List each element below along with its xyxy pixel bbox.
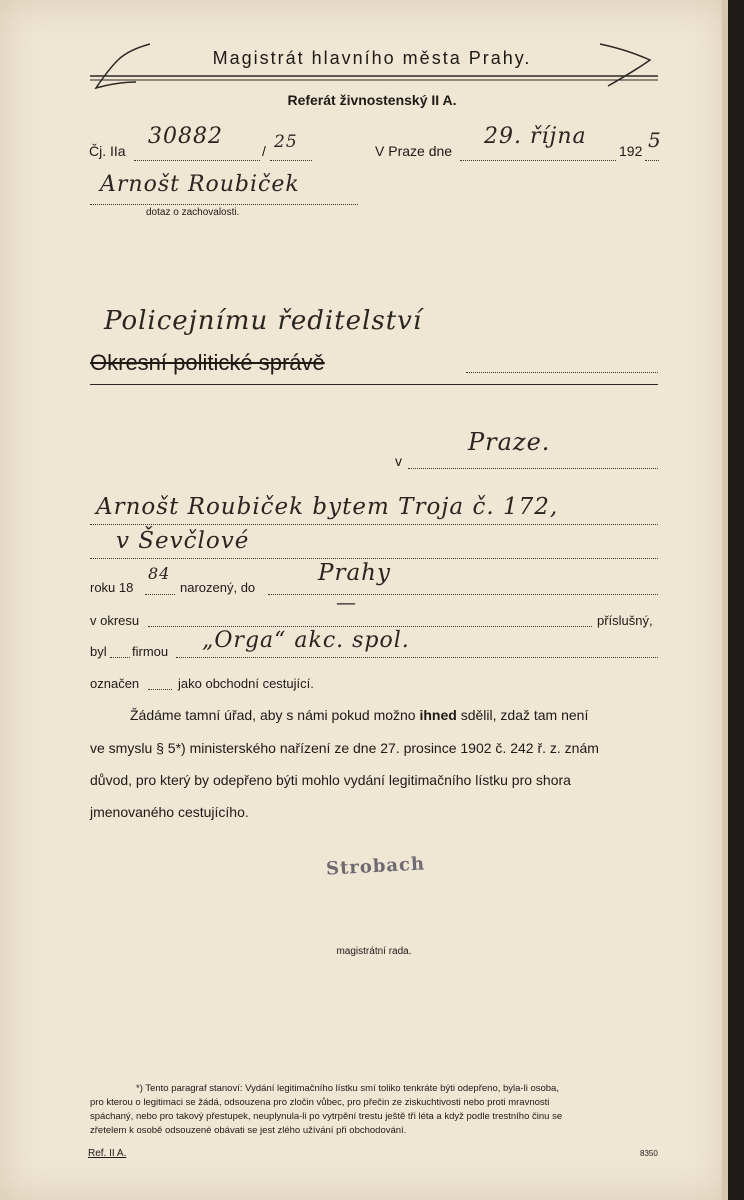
cj-label: Čj. IIa bbox=[89, 143, 126, 159]
born-dots bbox=[268, 594, 658, 595]
footnote-line3: spáchaný, nebo pro takový přestupek, neuplynula-li po vytrpění trestu ještě tři léta a když podle trestního činu se bbox=[90, 1111, 563, 1122]
department-label: Referát živnostenský II A. bbox=[287, 92, 457, 108]
cj-number-hand: 30882 bbox=[148, 124, 223, 149]
person-line1-dots bbox=[90, 524, 658, 525]
oznacen-dots bbox=[148, 689, 172, 690]
scan-border bbox=[728, 0, 744, 1200]
roku-dots bbox=[145, 594, 175, 595]
date-hand: 29. října bbox=[484, 124, 587, 149]
addressee-hand: Policejnímu ředitelství bbox=[104, 306, 423, 336]
person-line1-hand: Arnošt Roubiček bytem Troja č. 172, bbox=[96, 494, 559, 520]
addressee-printed-struck: Okresní politické správě bbox=[90, 350, 325, 375]
cj-year-hand: 25 bbox=[274, 132, 298, 152]
place-hand: Praze. bbox=[468, 428, 551, 456]
addressee-dots bbox=[466, 372, 658, 373]
footer-ref: Ref. II A. bbox=[88, 1148, 127, 1159]
cj-separator: / bbox=[262, 143, 266, 159]
byl-dots bbox=[110, 657, 130, 658]
body-line1 bbox=[130, 707, 660, 723]
footnote bbox=[90, 1082, 660, 1138]
year-printed: 192 bbox=[619, 143, 643, 159]
oznacen-rest: jako obchodní cestující. bbox=[178, 676, 314, 691]
subject-dots bbox=[90, 204, 358, 205]
person-line2-hand: v Ševčlové bbox=[116, 528, 250, 554]
oznacen-label: označen bbox=[90, 676, 140, 691]
cj-dots bbox=[134, 160, 260, 161]
firm-dots bbox=[176, 657, 658, 658]
subject-name-hand: Arnošt Roubiček bbox=[100, 172, 300, 197]
byl-label: byl bbox=[90, 644, 107, 659]
firmou-label: firmou bbox=[132, 644, 169, 659]
v-label: v bbox=[395, 453, 402, 469]
body-line1-end: sdělil, zdaž tam není bbox=[460, 707, 589, 723]
roku-hand: 84 bbox=[148, 564, 171, 583]
signature-caption: magistrátní rada. bbox=[336, 946, 412, 957]
body-line1-bold: ihned bbox=[419, 707, 457, 723]
person-line2-dots bbox=[90, 558, 658, 559]
okres-dots bbox=[148, 626, 592, 627]
year-hand: 5 bbox=[648, 128, 662, 152]
okres-label: v okresu bbox=[90, 613, 140, 628]
prislusny-label: příslušný, bbox=[597, 613, 653, 628]
cj-year-dots bbox=[270, 160, 312, 161]
place-dots bbox=[408, 468, 658, 469]
footnote-line1: *) Tento paragraf stanoví: Vydání legitimačního lístku smí toliko tenkráte býti odepřeno, byla-li osoba, bbox=[136, 1083, 559, 1094]
place-label: V Praze dne bbox=[375, 143, 453, 159]
okres-hand: — bbox=[336, 590, 357, 614]
body-line1-start: Žádáme tamní úřad, aby s námi pokud možno bbox=[130, 707, 416, 723]
roku-label: roku 18 bbox=[90, 580, 134, 595]
footnote-line4: zřetelem k osobě odsouzené obávati se jest zlého užívání při obchodování. bbox=[90, 1125, 407, 1136]
year-dots bbox=[645, 160, 659, 161]
date-dots bbox=[460, 160, 616, 161]
footnote-line2: pro kterou o legitimaci se žádá, odsouzena pro zločin vůbec, pro přečin ze ziskuchtivosti nebo proti mravnosti bbox=[90, 1097, 550, 1108]
footer-code: 8350 bbox=[640, 1149, 658, 1158]
born-hand: Prahy bbox=[318, 560, 391, 586]
body-line4: jmenovaného cestujícího. bbox=[90, 804, 249, 820]
narozeny-label: narozený, do bbox=[180, 580, 256, 595]
body-line2: ve smyslu § 5*) ministerského nařízení ze dne 27. prosince 1902 č. 242 ř. z. znám bbox=[90, 740, 599, 756]
subject-caption: dotaz o zachovalosti. bbox=[146, 207, 240, 218]
firm-hand: „Orga“ akc. spol. bbox=[202, 628, 410, 653]
addressee-rule bbox=[90, 384, 658, 385]
header-title: Magistrát hlavního města Prahy. bbox=[212, 48, 532, 68]
body-line3: důvod, pro který by odepřeno býti mohlo vydání legitimačního lístku pro shora bbox=[90, 772, 571, 788]
signature-stamp: Strobach bbox=[325, 853, 426, 880]
